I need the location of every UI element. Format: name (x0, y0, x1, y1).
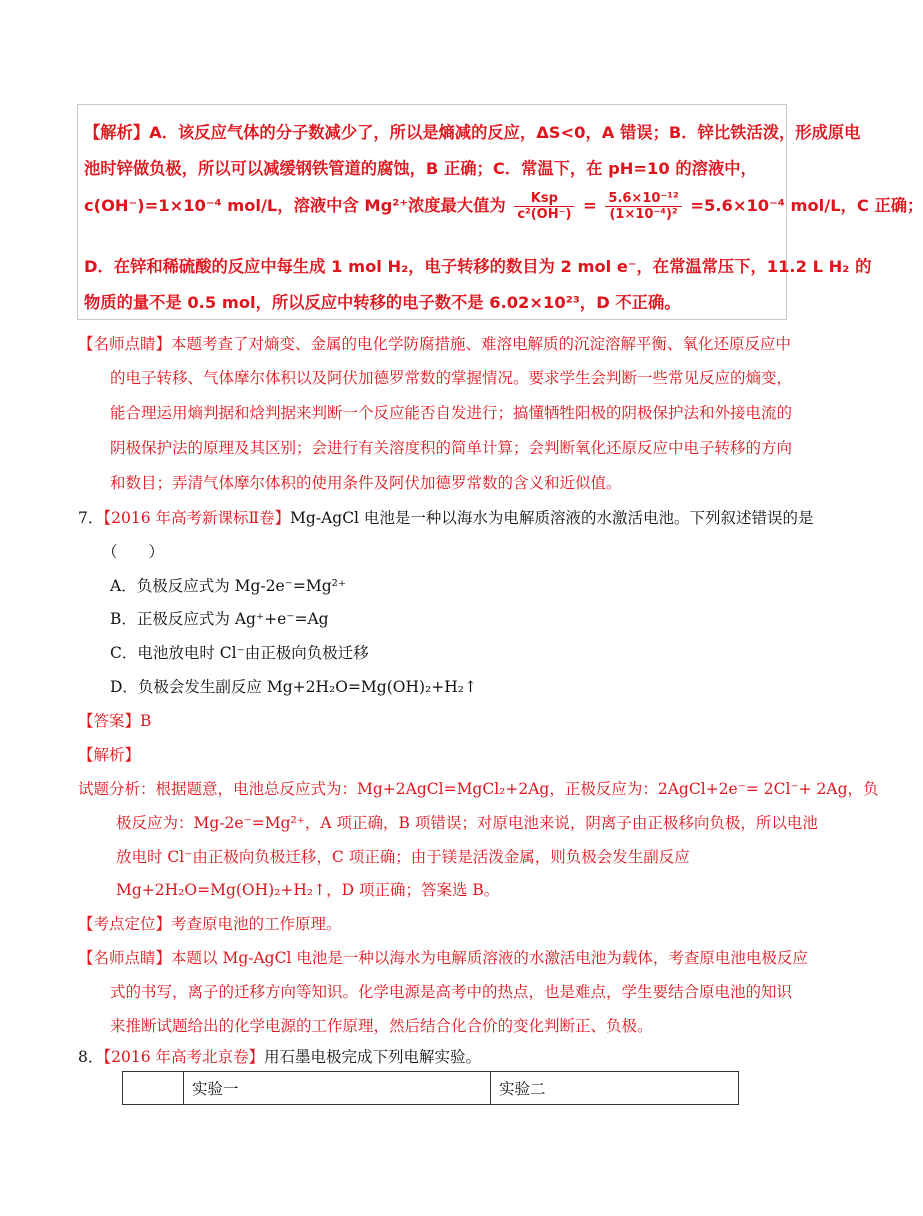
key-point: 【考点定位】考查原电池的工作原理。 (78, 915, 342, 933)
question-8-source: 【2016 年高考北京卷】 (103, 1048, 264, 1066)
teacher-note-2-line-3: 来推断试题给出的化学电源的工作原理，然后结合化合价的变化判断正、负极。 (110, 1017, 653, 1035)
key-point-tag: 【考点定位】 (78, 915, 172, 933)
option-b: B．正极反应式为 Ag⁺+e⁻=Ag (110, 610, 329, 628)
analysis-line-1: 【解析】A．该反应气体的分子数减少了，所以是熵减的反应，ΔS<0，A 错误；B．锌比铁活泼，形成原电 (84, 123, 861, 142)
analysis-line-3-end: =5.6×10⁻⁴ mol/L，C 正确； (690, 196, 923, 215)
analysis-line-4: D．在锌和稀硫酸的反应中每生成 1 mol H₂，电子转移的数目为 2 mol e⁻，在常温常压下，11.2 L H₂ 的 (84, 257, 872, 276)
teacher-note-2-tag: 【名师点睛】 (78, 949, 172, 967)
analysis-line-3-start: c(OH⁻)=1×10⁻⁴ mol/L，溶液中含 Mg²⁺浓度最大值为 (84, 196, 506, 215)
teacher-note-1-line-3: 能合理运用熵判据和焓判据来判断一个反应能否自发进行；搞懂牺牲阳极的阴极保护法和外接电流的 (110, 404, 793, 422)
table-header-cell: 实验一 (184, 1072, 491, 1105)
question-8-stem: 8．【2016 年高考北京卷】用石墨电极完成下列电解实验。 (78, 1048, 482, 1066)
option-d: D．负极会发生副反应 Mg+2H₂O=Mg(OH)₂+H₂↑ (110, 678, 477, 696)
value-fraction-numerator: 5.6×10⁻¹² (605, 191, 681, 207)
teacher-note-2-line-1: 【名师点睛】本题以 Mg-AgCl 电池是一种以海水为电解质溶液的水激活电池为载体，考查原电池电极反应 (78, 949, 808, 967)
question-7-stem: 7．【2016 年高考新课标Ⅱ卷】Mg-AgCl 电池是一种以海水为电解质溶液的水激活电池。下列叙述错误的是 (78, 509, 814, 527)
question-7-paren: （ ） (102, 543, 165, 561)
analysis-line-2: 池时锌做负极，所以可以减缓钢铁管道的腐蚀，B 正确；C．常温下，在 pH=10 的溶液中， (84, 159, 757, 178)
question-8-number: 8． (78, 1048, 104, 1066)
analysis-text-line-2: 极反应为：Mg-2e⁻=Mg²⁺，A 项正确，B 项错误；对原电池来说，阴离子由正极移向负极，所以电池 (116, 814, 818, 832)
question-7-number: 7． (78, 509, 104, 527)
analysis-text-line-3: 放电时 Cl⁻由正极向负极迁移，C 项正确；由于镁是活泼金属，则负极会发生副反应 (116, 848, 690, 866)
value-fraction (605, 191, 681, 222)
experiment-table (122, 1071, 739, 1105)
answer-value: B (140, 712, 152, 730)
teacher-note-1-line-5: 和数目；弄清气体摩尔体积的使用条件及阿伏加德罗常数的含义和近似值。 (110, 474, 622, 492)
table-header-cell (123, 1072, 184, 1105)
option-a: A．负极反应式为 Mg-2e⁻=Mg²⁺ (110, 577, 347, 595)
ksp-fraction-numerator: Ksp (514, 191, 574, 207)
teacher-note-1-line-1: 【名师点睛】本题考查了对熵变、金属的电化学防腐措施、难溶电解质的沉淀溶解平衡、氧化还原反应中 (78, 335, 792, 353)
table-header-row (123, 1072, 739, 1105)
ksp-fraction (514, 191, 574, 222)
value-fraction-denominator: (1×10⁻⁴)² (609, 207, 678, 222)
answer-tag: 【答案】 (78, 712, 141, 730)
teacher-note-tag: 【名师点睛】 (78, 335, 172, 353)
ksp-fraction-denominator: c²(OH⁻) (517, 207, 572, 222)
teacher-note-1-line-4: 阴极保护法的原理及其区别；会进行有关溶度积的简单计算；会判断氧化还原反应中电子转移的方向 (110, 439, 793, 457)
analysis-line-3: c(OH⁻)=1×10⁻⁴ mol/L，溶液中含 Mg²⁺浓度最大值为 $\frac{\text{Ksp}}{\text{c²(OH⁻)}}$ = $\frac{\text{5.6×10⁻¹²}}{\text{(1×10⁻⁴)²}}$ =5.6×10⁻⁴ mol/L，C 正确； (84, 191, 923, 222)
option-c: C．电池放电时 Cl⁻由正极向负极迁移 (110, 644, 369, 662)
analysis-image-box (77, 104, 923, 320)
table-header-cell: 实验二 (491, 1072, 739, 1105)
answer (78, 709, 151, 731)
analysis-tag: 【解析】 (78, 746, 141, 764)
teacher-note-1-line-2: 的电子转移、气体摩尔体积以及阿伏加德罗常数的掌握情况。要求学生会判断一些常见反应的熵变， (110, 369, 793, 387)
question-7-source: 【2016 年高考新课标Ⅱ卷】 (103, 509, 291, 527)
teacher-note-2-line-2: 式的书写，离子的迁移方向等知识。化学电源是高考中的热点，也是难点，学生要结合原电池的知识 (110, 983, 793, 1001)
analysis-line-5: 物质的量不是 0.5 mol，所以反应中转移的电子数不是 6.02×10²³，D 不正确。 (84, 293, 681, 312)
analysis-text-line-4: Mg+2H₂O=Mg(OH)₂+H₂↑，D 项正确；答案选 B。 (116, 881, 500, 899)
analysis-text-line-1: 试题分析：根据题意，电池总反应式为：Mg+2AgCl=MgCl₂+2Ag，正极反应为：2AgCl+2e⁻= 2Cl⁻+ 2Ag，负 (78, 780, 879, 798)
